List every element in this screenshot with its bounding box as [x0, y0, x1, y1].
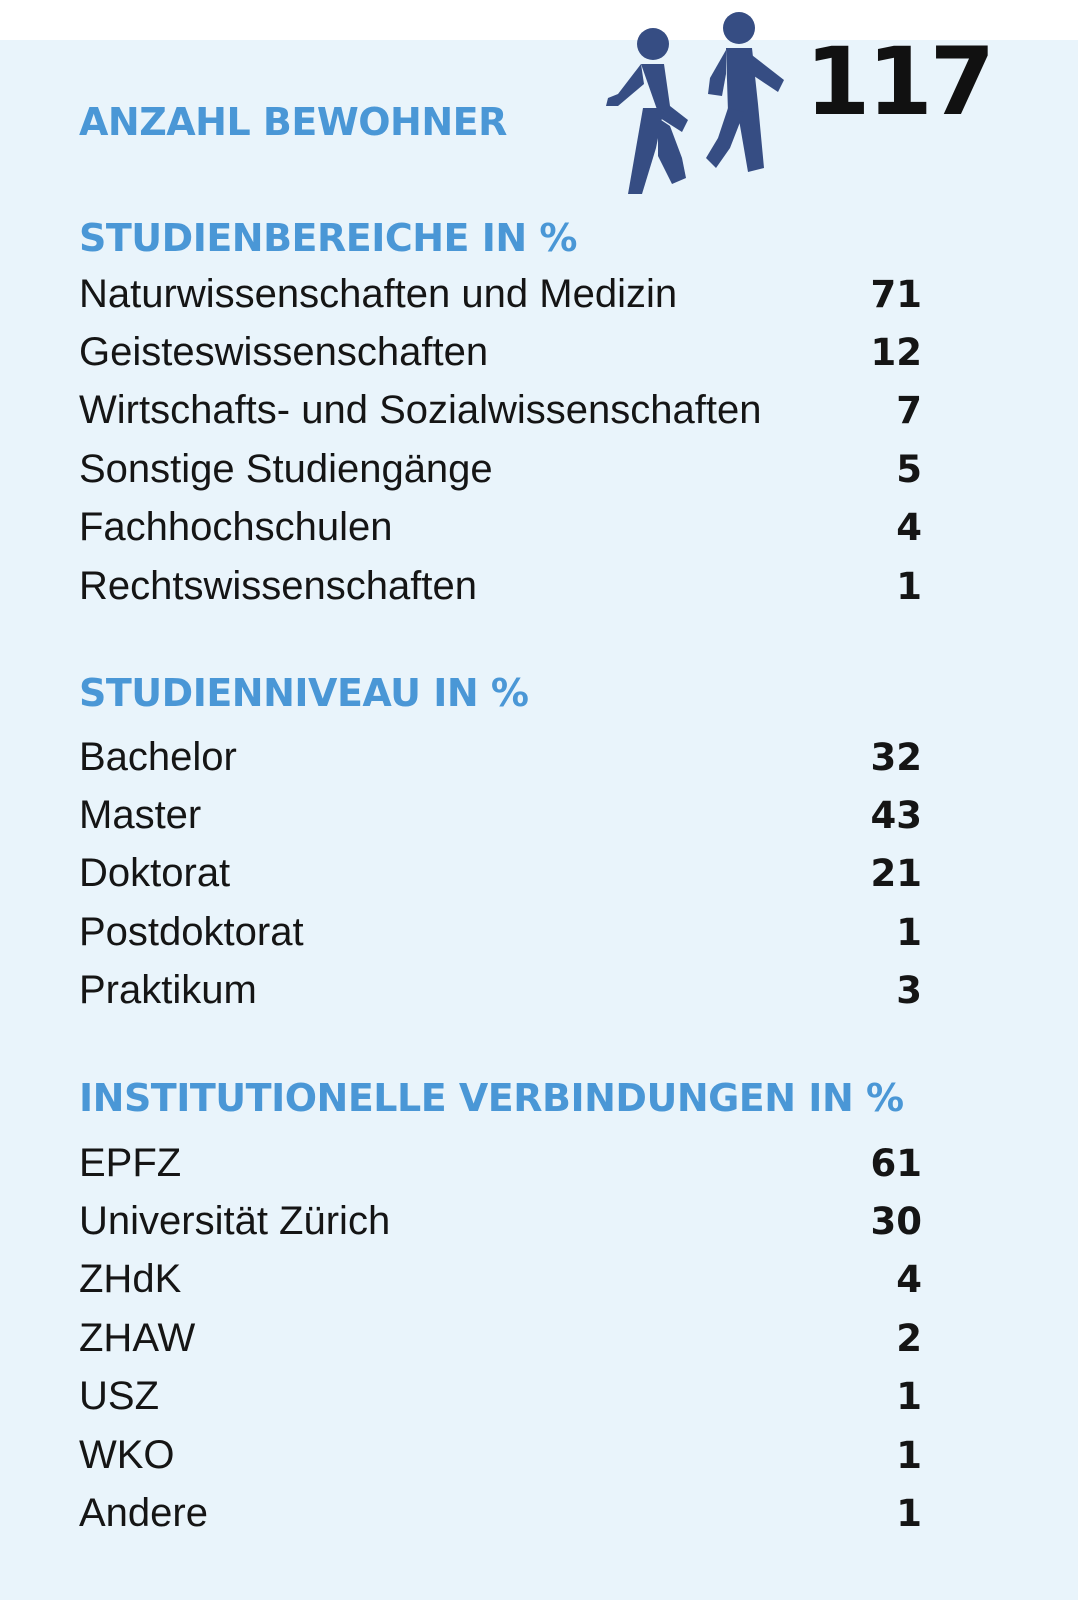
institution-label: Andere: [79, 1491, 208, 1536]
list-item: [79, 499, 922, 557]
institution-percent: 1: [896, 1433, 922, 1477]
field-label: Naturwissenschaften und Medizin: [79, 271, 678, 316]
list-item: [79, 323, 922, 381]
list-item: [79, 557, 922, 615]
institution-label: ZHdK: [79, 1257, 182, 1302]
list-item: [79, 1134, 922, 1192]
institution-percent: 61: [870, 1141, 922, 1185]
level-percent: 32: [870, 735, 922, 779]
list-item: [79, 1368, 922, 1426]
field-percent: 7: [896, 389, 922, 433]
level-percent: 43: [870, 794, 922, 838]
list-item: [79, 1309, 922, 1367]
fields-heading: STUDIENBEREICHE IN %: [79, 216, 577, 260]
field-label: Rechtswissenschaften: [79, 563, 477, 608]
institutions-heading: INSTITUTIONELLE VERBINDUNGEN IN %: [79, 1076, 904, 1120]
institution-label: EPFZ: [79, 1140, 182, 1185]
institutions-list: [79, 1134, 922, 1543]
list-item: [79, 1484, 922, 1542]
levels-heading: STUDIENNIVEAU IN %: [79, 671, 529, 715]
list-item: [79, 962, 922, 1020]
residents-heading: ANZAHL BEWOHNER: [79, 100, 507, 144]
resident-count: 117: [805, 28, 993, 137]
institution-label: WKO: [79, 1432, 175, 1477]
walker-right: [706, 12, 784, 172]
list-item: [79, 786, 922, 844]
institution-percent: 1: [896, 1375, 922, 1419]
level-percent: 21: [870, 852, 922, 896]
walker-left: [606, 28, 688, 194]
field-percent: 4: [896, 506, 922, 550]
list-item: [79, 1192, 922, 1250]
institution-percent: 30: [870, 1200, 922, 1244]
levels-list: [79, 728, 922, 1020]
institution-percent: 2: [896, 1316, 922, 1360]
list-item: [79, 382, 922, 440]
field-label: Geisteswissenschaften: [79, 330, 489, 375]
field-label: Fachhochschulen: [79, 505, 393, 550]
field-percent: 71: [870, 272, 922, 316]
list-item: [79, 440, 922, 498]
list-item: [79, 845, 922, 903]
level-label: Master: [79, 793, 202, 838]
list-item: [79, 1251, 922, 1309]
level-percent: 1: [896, 910, 922, 954]
level-label: Postdoktorat: [79, 909, 304, 954]
list-item: [79, 265, 922, 323]
field-percent: 1: [896, 564, 922, 608]
institution-label: Universität Zürich: [79, 1199, 391, 1244]
list-item: [79, 728, 922, 786]
level-label: Bachelor: [79, 734, 237, 779]
field-label: Sonstige Studiengänge: [79, 446, 493, 491]
field-label: Wirtschafts- und Sozialwissenschaften: [79, 388, 762, 433]
list-item: [79, 1426, 922, 1484]
fields-list: [79, 265, 922, 615]
level-label: Doktorat: [79, 851, 231, 896]
institution-label: ZHAW: [79, 1315, 196, 1360]
institution-percent: 4: [896, 1258, 922, 1302]
institution-percent: 1: [896, 1492, 922, 1536]
list-item: [79, 903, 922, 961]
level-percent: 3: [896, 969, 922, 1013]
walking-people-icon: [598, 8, 798, 198]
level-label: Praktikum: [79, 968, 257, 1013]
field-percent: 12: [870, 331, 922, 375]
field-percent: 5: [896, 447, 922, 491]
institution-label: USZ: [79, 1374, 159, 1419]
